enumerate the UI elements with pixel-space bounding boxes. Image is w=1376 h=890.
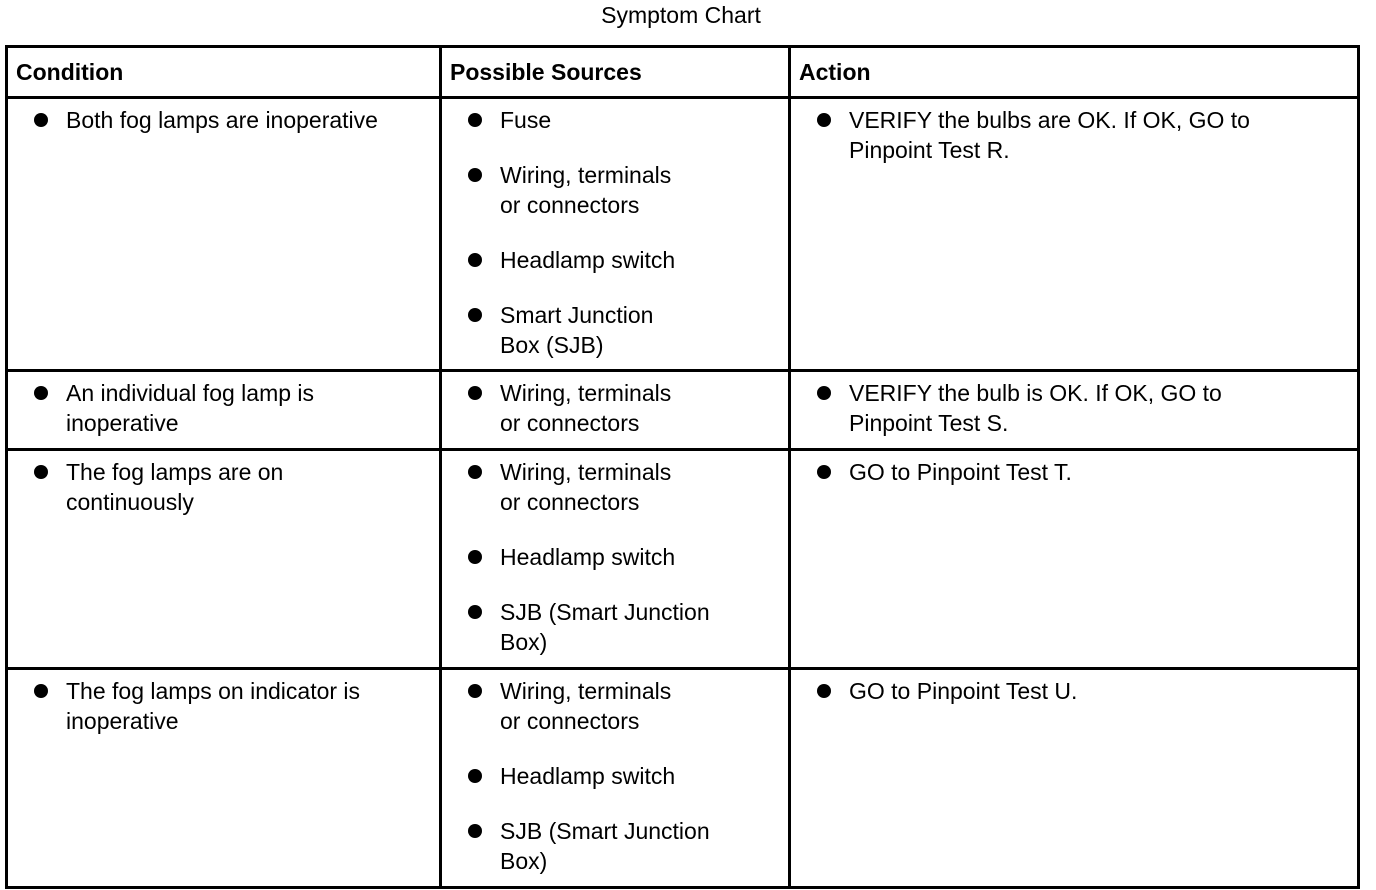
action-text: VERIFY the bulb is OK. If OK, GO to Pinpoint Test S. xyxy=(849,380,1222,436)
list-item xyxy=(791,457,1357,487)
bullet-icon xyxy=(468,684,482,698)
action-text: GO to Pinpoint Test T. xyxy=(849,459,1072,485)
header-possible-sources: Possible Sources xyxy=(441,47,790,98)
list-item xyxy=(8,105,439,135)
condition-text: The fog lamps are on continuously xyxy=(66,459,284,515)
bullet-icon xyxy=(468,168,482,182)
source-text: Wiring, terminals or connectors xyxy=(500,162,672,218)
action-cell xyxy=(790,669,1359,888)
bullet-icon xyxy=(468,769,482,783)
bullet-icon xyxy=(468,386,482,400)
list-item xyxy=(442,816,788,876)
action-cell xyxy=(790,371,1359,450)
list-item xyxy=(442,245,788,275)
header-action: Action xyxy=(790,47,1359,98)
bullet-icon xyxy=(817,465,831,479)
bullet-icon xyxy=(34,684,48,698)
list-item xyxy=(8,457,439,517)
bullet-icon xyxy=(468,113,482,127)
source-text: Headlamp switch xyxy=(500,544,676,570)
header-row xyxy=(7,47,1359,98)
bullet-icon xyxy=(817,684,831,698)
list-item xyxy=(8,378,439,438)
bullet-icon xyxy=(468,605,482,619)
condition-text: Both fog lamps are inoperative xyxy=(66,107,378,133)
list-item xyxy=(8,676,439,736)
chart-title: Symptom Chart xyxy=(601,2,761,28)
source-text: Fuse xyxy=(500,107,552,133)
list-item xyxy=(442,542,788,572)
list-item xyxy=(442,676,788,736)
bullet-icon xyxy=(817,113,831,127)
bullet-icon xyxy=(468,253,482,267)
action-cell xyxy=(790,450,1359,669)
header-condition: Condition xyxy=(7,47,441,98)
source-text: Wiring, terminals or connectors xyxy=(500,380,672,436)
bullet-icon xyxy=(468,465,482,479)
sources-cell xyxy=(441,371,790,450)
table-row xyxy=(7,669,1359,888)
condition-cell xyxy=(7,669,441,888)
sources-cell xyxy=(441,450,790,669)
condition-cell xyxy=(7,371,441,450)
bullet-icon xyxy=(34,113,48,127)
action-text: GO to Pinpoint Test U. xyxy=(849,678,1078,704)
bullet-icon xyxy=(34,465,48,479)
bullet-icon xyxy=(468,550,482,564)
condition-cell xyxy=(7,450,441,669)
bullet-icon xyxy=(468,824,482,838)
bullet-icon xyxy=(34,386,48,400)
table-row xyxy=(7,98,1359,371)
sources-cell xyxy=(441,669,790,888)
condition-text: An individual fog lamp is inoperative xyxy=(66,380,315,436)
list-item xyxy=(442,160,788,220)
bullet-icon xyxy=(817,386,831,400)
source-text: Wiring, terminals or connectors xyxy=(500,459,672,515)
source-text: Headlamp switch xyxy=(500,247,676,273)
list-item xyxy=(791,378,1357,438)
table-row xyxy=(7,371,1359,450)
condition-text: The fog lamps on indicator is inoperative xyxy=(66,678,361,734)
symptom-chart-table xyxy=(5,45,1360,889)
action-text: VERIFY the bulbs are OK. If OK, GO to Pinpoint Test R. xyxy=(849,107,1250,163)
source-text: Smart Junction Box (SJB) xyxy=(500,302,654,358)
list-item xyxy=(442,457,788,517)
list-item xyxy=(442,761,788,791)
source-text: Wiring, terminals or connectors xyxy=(500,678,672,734)
action-cell xyxy=(790,98,1359,371)
sources-cell xyxy=(441,98,790,371)
table-row xyxy=(7,450,1359,669)
list-item xyxy=(791,105,1357,165)
list-item xyxy=(442,300,788,360)
list-item xyxy=(442,378,788,438)
list-item xyxy=(791,676,1357,706)
source-text: SJB (Smart Junction Box) xyxy=(500,818,710,874)
bullet-icon xyxy=(468,308,482,322)
condition-cell xyxy=(7,98,441,371)
source-text: Headlamp switch xyxy=(500,763,676,789)
source-text: SJB (Smart Junction Box) xyxy=(500,599,710,655)
list-item xyxy=(442,105,788,135)
list-item xyxy=(442,597,788,657)
